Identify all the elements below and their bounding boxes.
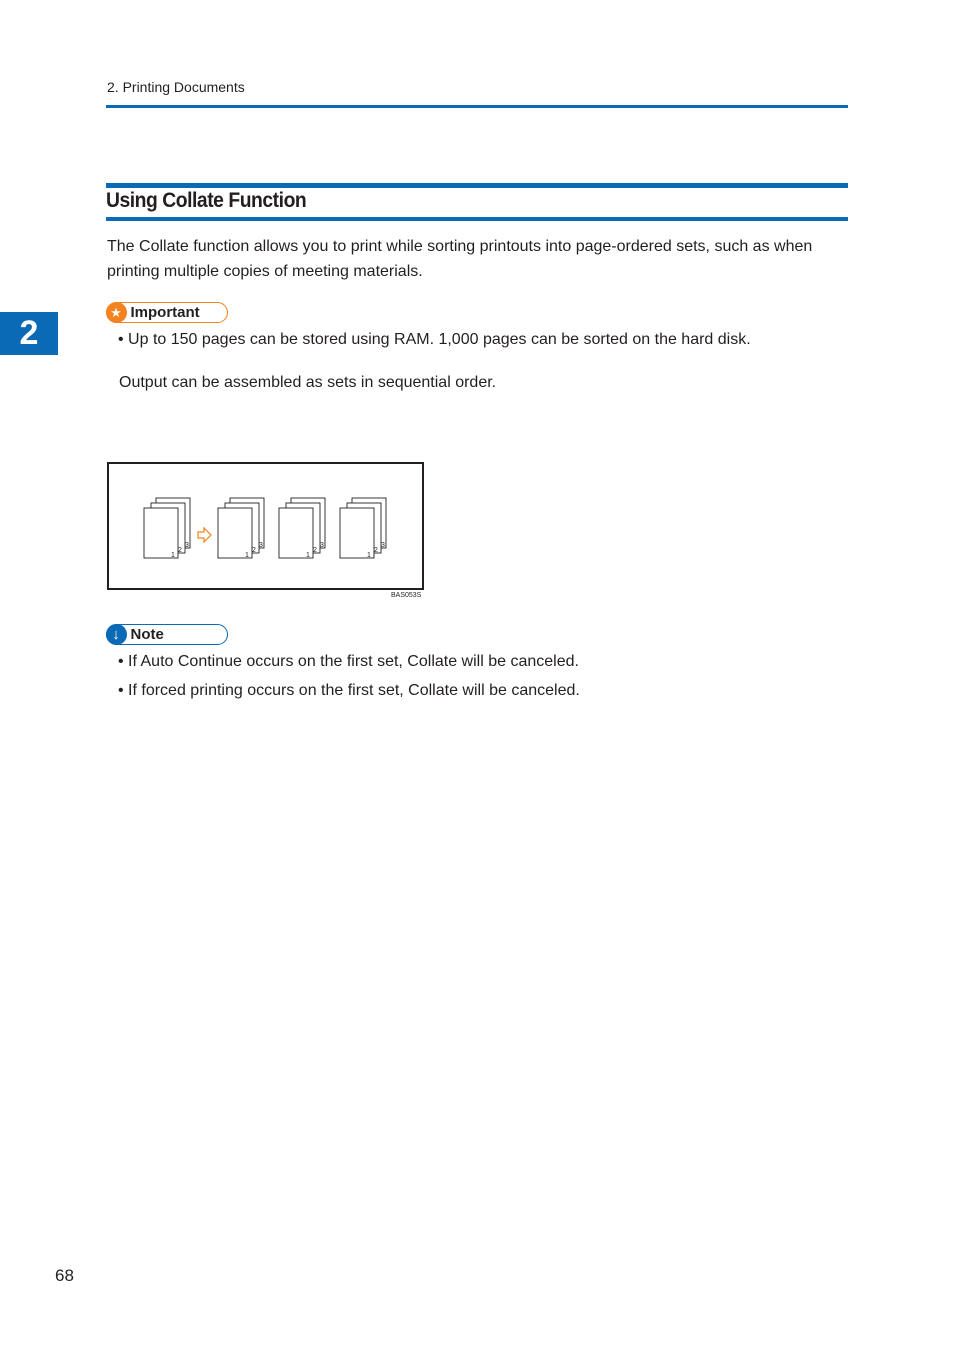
star-icon: ★ [106,302,127,323]
section-title-bar-top [106,183,848,188]
section-title: Using Collate Function [106,189,307,212]
page-label: 2 [374,547,378,554]
important-badge [106,302,228,323]
arrow-right-icon [198,528,211,542]
page-label: 1 [171,552,175,559]
collate-illustration [109,464,422,588]
important-item: • Up to 150 pages can be stored using RAM. 1,000 pages can be sorted on the hard disk. [118,331,751,348]
note-label: Note [130,626,164,643]
page-label: 1 [306,552,310,559]
header-rule [106,105,848,108]
down-arrow-icon: ↓ [106,624,127,645]
running-head: 2. Printing Documents [107,79,245,95]
note-item: • If forced printing occurs on the first set, Collate will be canceled. [118,682,580,699]
page-stack [218,498,264,559]
intro-paragraph: The Collate function allows you to print while sorting printouts into page-ordered sets, such as when printing multiple copies of meeting materials. [107,238,813,280]
section-title-bar-bottom [106,217,848,221]
note-badge [106,624,228,645]
page-label: 2 [252,547,256,554]
page-label: 2 [178,547,182,554]
figure-code: BAS053S [391,592,422,599]
page-label: 1 [367,552,371,559]
page-label: 3 [381,542,385,549]
page-number: 68 [55,1266,74,1285]
page-label: 3 [320,542,324,549]
important-label: Important [130,304,200,321]
body-text: Output can be assembled as sets in sequential order. [119,374,497,391]
page-stack [340,498,386,559]
page-label: 3 [259,542,263,549]
page-label: 1 [245,552,249,559]
page-label: 3 [185,542,189,549]
page-stack [279,498,325,559]
page-stack [144,498,190,559]
note-item: • If Auto Continue occurs on the first set, Collate will be canceled. [118,653,579,670]
chapter-tab: 2 [0,312,58,355]
collate-figure [107,462,424,590]
page-label: 2 [313,547,317,554]
